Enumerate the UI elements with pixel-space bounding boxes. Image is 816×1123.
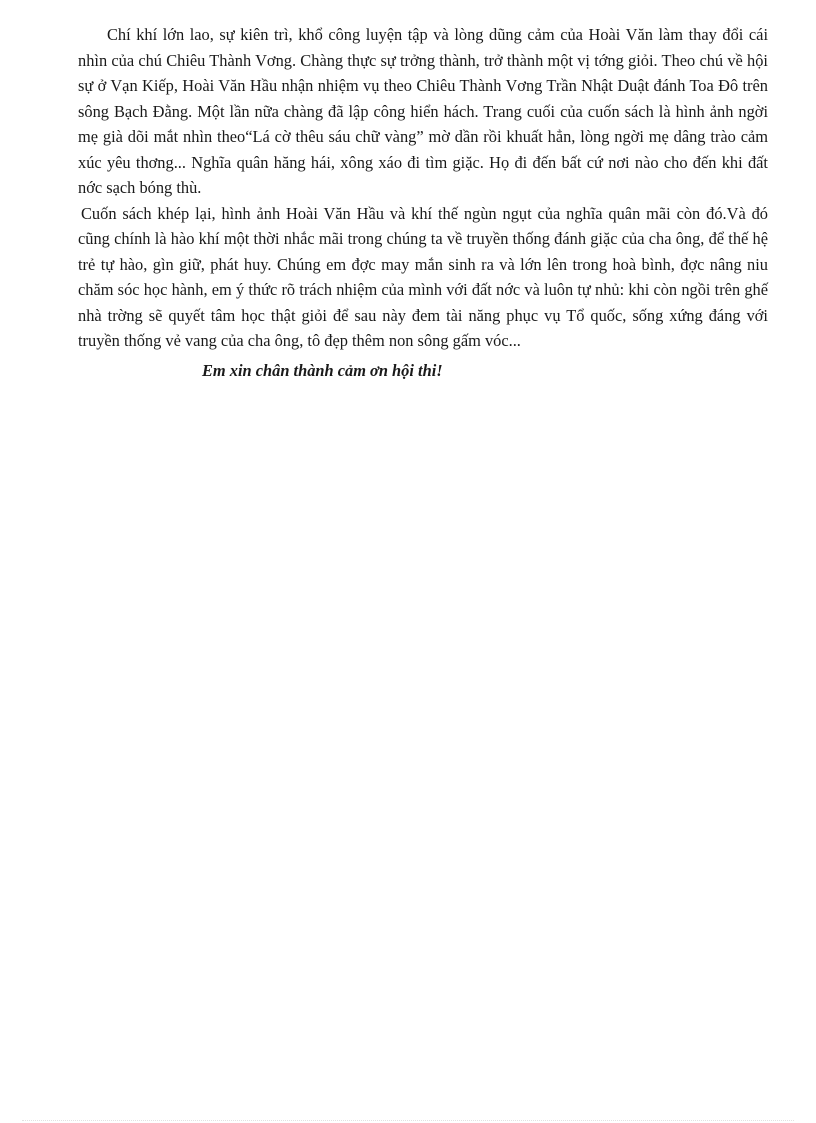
closing-line: Em xin chân thành cảm ơn hội thi!	[202, 360, 443, 380]
page-bottom-divider	[22, 1120, 794, 1121]
document-page	[78, 22, 768, 383]
body-paragraph-2: Cuốn sách khép lại, hình ảnh Hoài Văn Hầu và khí thế ngùn ngụt của nghĩa quân mãi còn đó.Và đó cũng chính là hào khí một thời nhắc mãi trong chúng ta về truyền thống đánh giặc của cha ông, để thế hệ trẻ tự hào, gìn giữ, phát huy. Chúng em đợc may mắn sinh ra và lớn lên trong hoà bình, đợc nâng niu chăm sóc học hành, em ý thức rõ trách nhiệm của mình với đất nớc và luôn tự nhủ: khi còn ngồi trên ghế nhà trờng sẽ quyết tâm học thật giỏi để sau này đem tài năng phục vụ Tổ quốc, sống xứng đáng với truyền thống vẻ vang của cha ông, tô đẹp thêm non sông gấm vóc...	[78, 203, 768, 350]
body-paragraph-1: Chí khí lớn lao, sự kiên trì, khổ công luyện tập và lòng dũng cảm của Hoài Văn làm thay đổi cái nhìn của chú Chiêu Thành Vơng. Chàng thực sự trởng thành, trở thành một vị tớng giỏi. Theo chú về hội sự ở Vạn Kiếp, Hoài Văn Hầu nhận nhiệm vụ theo Chiêu Thành Vơng Trần Nhật Duật đánh Toa Đô trên sông Bạch Đằng. Một lần nữa chàng đã lập công hiển hách. Trang cuối của cuốn sách là hình ảnh ngời mẹ già dõi mắt nhìn theo“Lá cờ thêu sáu chữ vàng” mờ dần rồi khuất hẳn, lòng ngời mẹ dâng trào cảm xúc yêu thơng... Nghĩa quân hăng hái, xông xáo đi tìm giặc. Họ đi đến bất cứ nơi nào cho đến khi đất nớc sạch bóng thù.	[78, 25, 768, 197]
